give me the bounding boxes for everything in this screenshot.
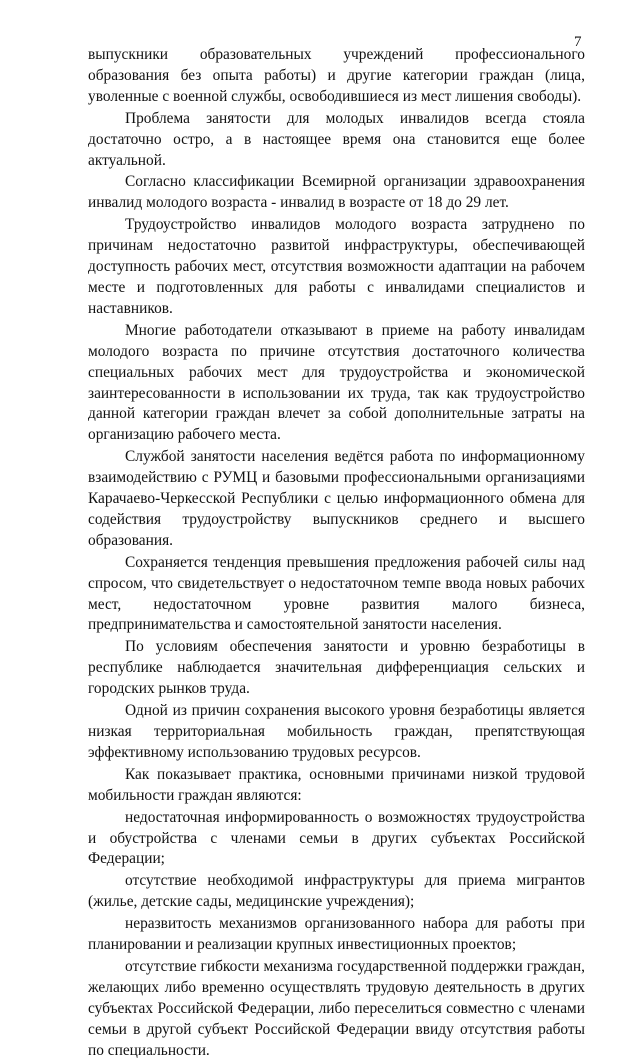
list-item-4: отсутствие гибкости механизма государственной поддержки граждан, желающих либо временно осуществлять трудовую деятельность в других субъектах Российской Федерации, либо переселиться совместно с членами семьи в другой субъект Российской Федерации ввиду отсутствия работы по специальности. [88,957,585,1059]
paragraph-4: Трудоустройство инвалидов молодого возраста затруднено по причинам недостаточно развитой инфраструктуры, обеспечивающей доступность рабочих мест, отсутствия возможности адаптации на рабочем месте и подготовленных для работы с инвалидами специалистов и наставников. [88,216,585,317]
list-item-2: отсутствие необходимой инфраструктуры для приема мигрантов (жилье, детские сады, медицинские учреждения); [88,872,585,911]
paragraph-10: Как показывает практика, основными причинами низкой трудовой мобильности граждан являются: [88,765,585,804]
paragraph-5: Многие работодатели отказывают в приеме на работу инвалидам молодого возраста по причине отсутствия достаточного количества специальных рабочих мест для трудоустройства и экономической заинтересованности в использовании их труда, так как трудоустройство данной категории граждан влечет за собой дополнительные затраты на организацию рабочего места. [88,321,585,444]
paragraph-8: По условиям обеспечения занятости и уровню безработицы в республике наблюдается значительная дифференциация сельских и городских рынков труда. [88,638,585,698]
paragraph-1: выпускники образовательных учреждений профессионального образования без опыта работы) и другие категории граждан (лица, уволенные с военной службы, освободившиеся из мест лишения свободы). [88,46,585,105]
list-item-3: неразвитость механизмов организованного набора для работы при планировании и реализации крупных инвестиционных проектов; [88,915,585,954]
paragraph-6: Службой занятости населения ведётся работа по информационному взаимодействию с РУМЦ и базовыми профессиональными организациями Карачаево-Черкесской Республики с целью информационного обмена для содействия трудоустройству выпускников среднего и высшего образования. [88,448,585,549]
document-body [88,45,585,1062]
paragraph-7: Сохраняется тенденция превышения предложения рабочей силы над спросом, что свидетельствует о недостаточном темпе ввода новых рабочих мест, недостаточном уровне развития малого бизнеса, предпринимательства и самостоятельной занятости населения. [88,553,585,634]
paragraph-9: Одной из причин сохранения высокого уровня безработицы является низкая территориальная мобильность граждан, препятствующая эффективному использованию трудовых ресурсов. [88,702,585,761]
paragraph-2: Проблема занятости для молодых инвалидов всегда стояла достаточно остро, а в настоящее время она становится еще более актуальной. [88,109,585,169]
list-item-1: недостаточная информированность о возможностях трудоустройства и обустройства с членами семьи в других субъектах Российской Федерации; [88,808,585,868]
paragraph-3: Согласно классификации Всемирной организации здравоохранения инвалид молодого возраста - инвалид в возрасте от 18 до 29 лет. [88,173,585,212]
page-number: 7 [574,34,582,50]
